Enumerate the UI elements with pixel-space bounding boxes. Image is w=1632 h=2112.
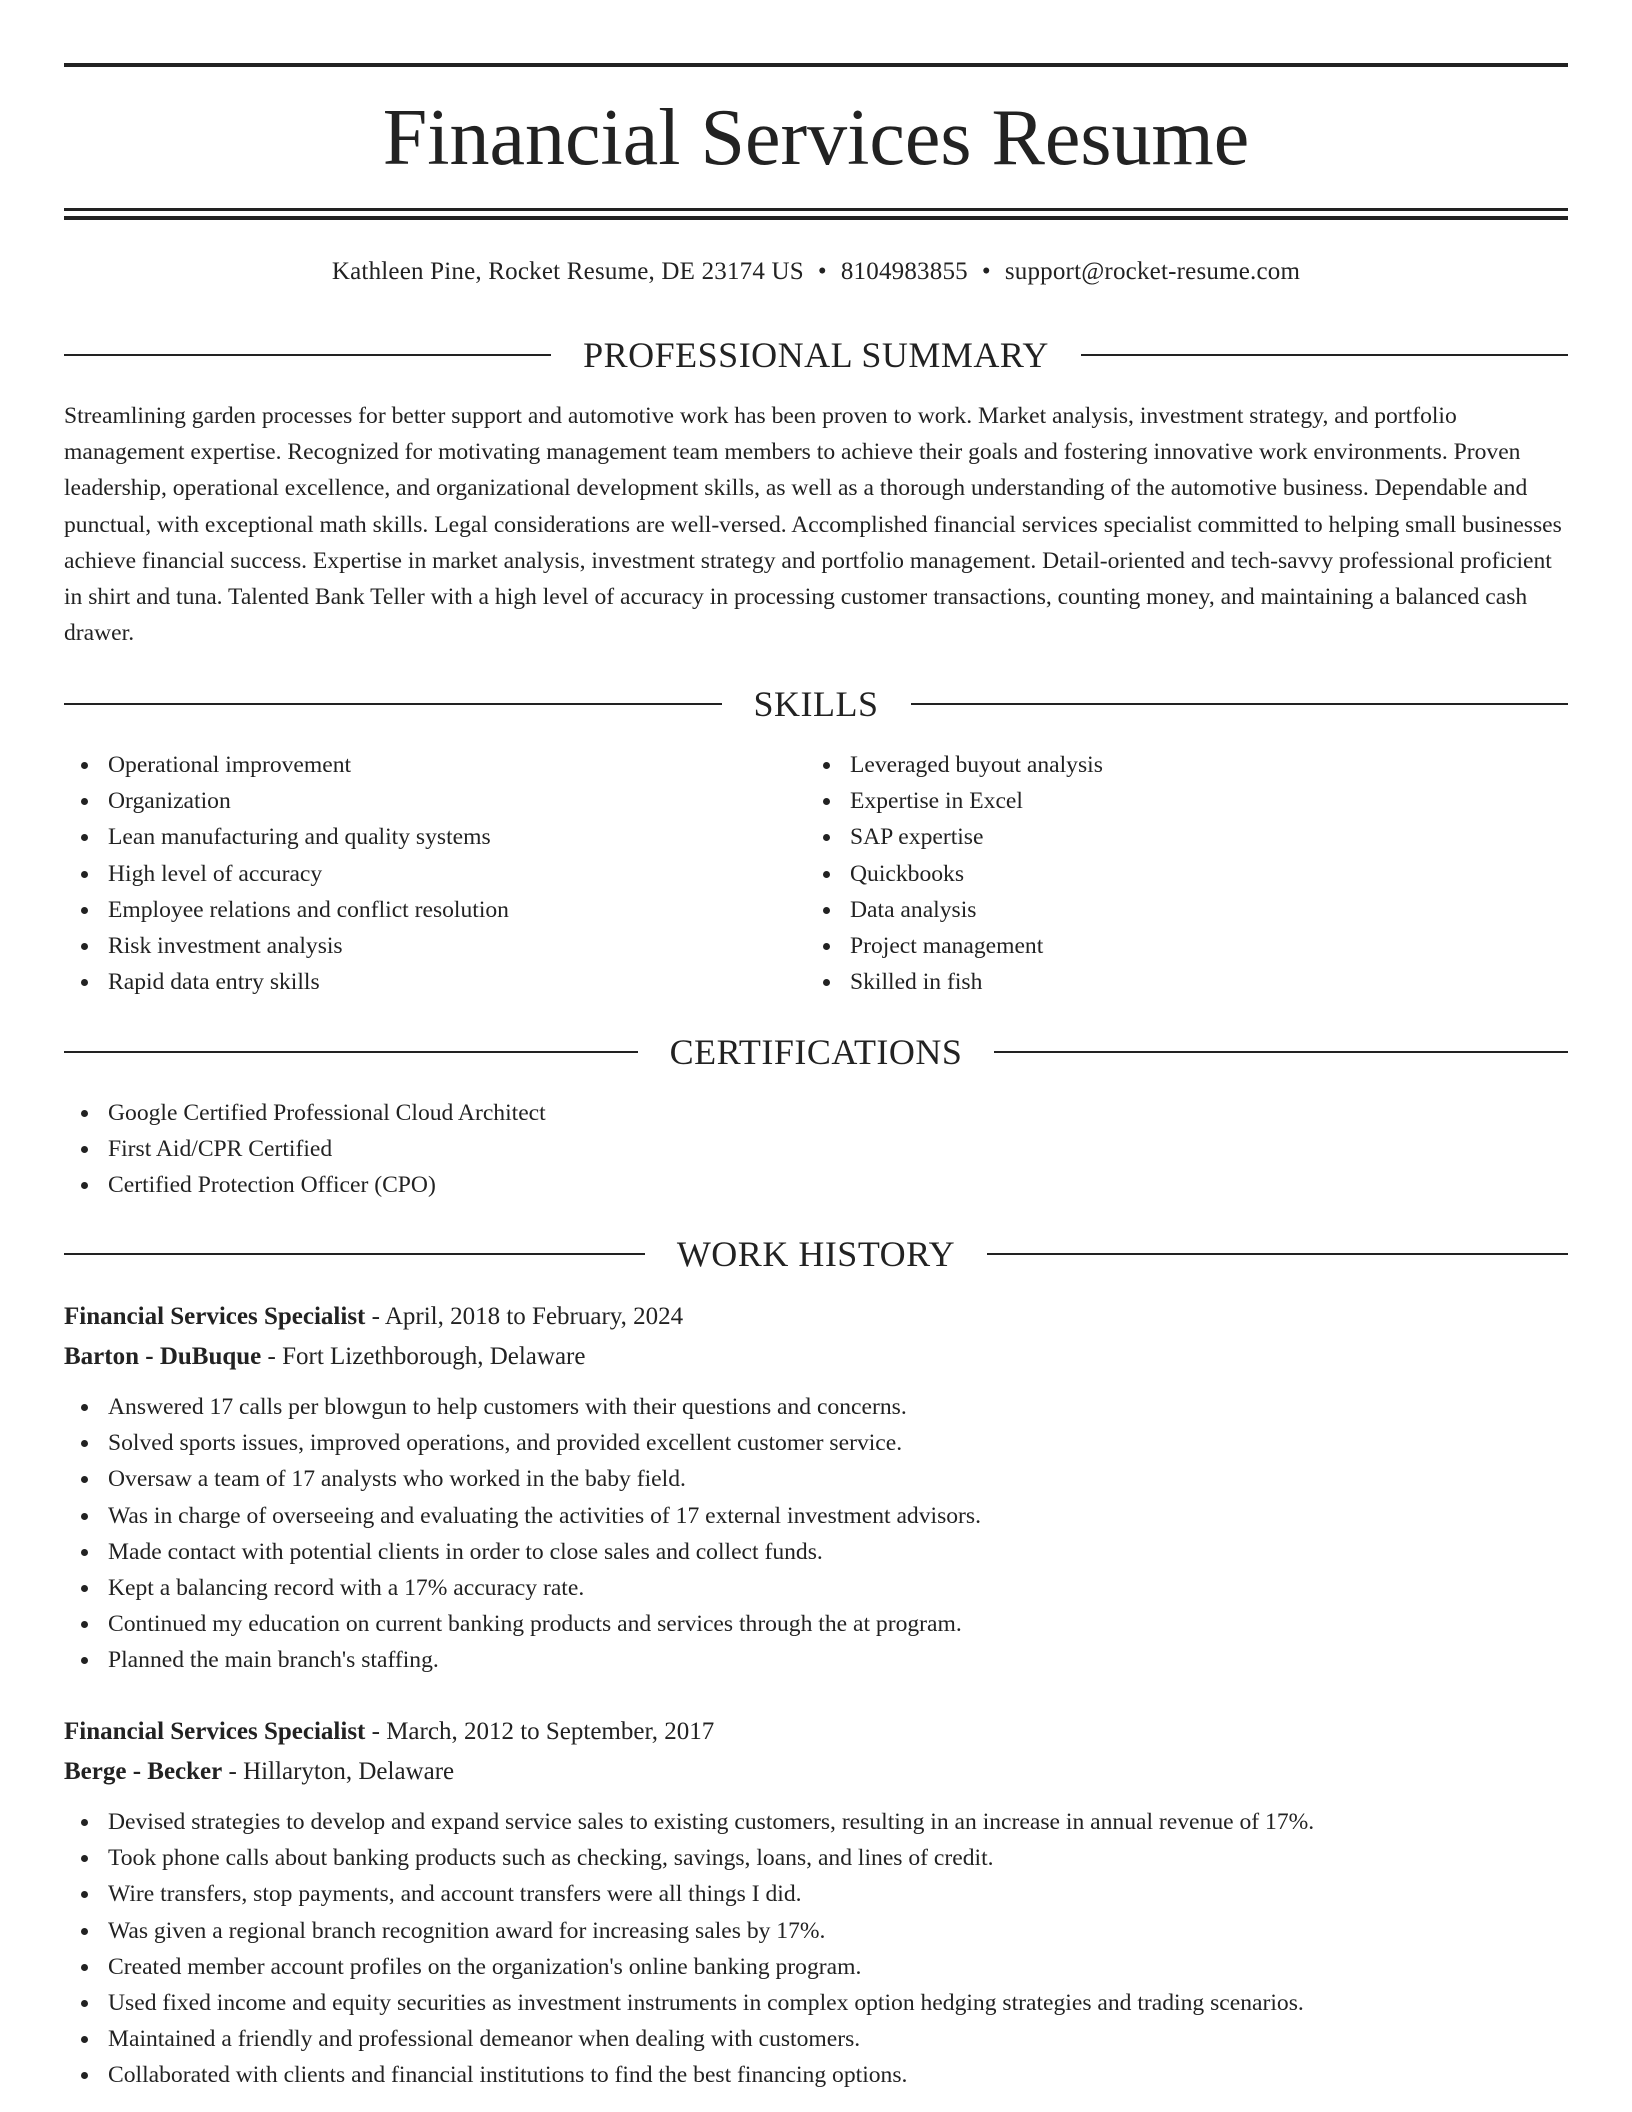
- skills-list-right: [806, 747, 1566, 1000]
- job-duty: Devised strategies to develop and expand service sales to existing customers, resulting in an increase in annual revenue of 17%.: [64, 1804, 1568, 1840]
- section-rule: [64, 703, 722, 705]
- section-rule: [64, 1051, 638, 1053]
- contact-address: Kathleen Pine, Rocket Resume, DE 23174 US: [331, 258, 804, 285]
- certification-item: Certified Protection Officer (CPO): [64, 1167, 1568, 1203]
- section-title: CERTIFICATIONS: [669, 1032, 963, 1072]
- section-rule: [64, 354, 551, 356]
- contact-line: [64, 254, 1568, 290]
- skill-item: Leveraged buyout analysis: [806, 747, 1566, 783]
- job-duty: Collaborated with clients and financial institutions to find the best financing options.: [64, 2057, 1568, 2093]
- title-rule-lower: [64, 216, 1568, 220]
- job-title-line: [64, 1297, 1568, 1337]
- job-duty: Was given a regional branch recognition award for increasing sales by 17%.: [64, 1913, 1568, 1949]
- job-duty: Oversaw a team of 17 analysts who worked in the baby field.: [64, 1461, 1568, 1497]
- job-company: Berge - Becker: [64, 1758, 223, 1785]
- job-duty: Wire transfers, stop payments, and account transfers were all things I did.: [64, 1876, 1568, 1912]
- job-duty: Made contact with potential clients in order to close sales and collect funds.: [64, 1534, 1568, 1570]
- section-title: SKILLS: [753, 684, 879, 724]
- skill-item: Risk investment analysis: [64, 928, 804, 964]
- section-title: PROFESSIONAL SUMMARY: [583, 335, 1049, 375]
- skill-item: Operational improvement: [64, 747, 804, 783]
- certifications-list: [64, 1095, 1568, 1204]
- job-duties-list: [64, 1389, 1568, 1679]
- section-rule: [987, 1253, 1568, 1255]
- job-entry: [64, 1297, 1568, 1679]
- job-title-line: [64, 1712, 1568, 1752]
- skill-item: SAP expertise: [806, 819, 1566, 855]
- job-dates: - April, 2018 to February, 2024: [365, 1303, 684, 1330]
- skill-item: Expertise in Excel: [806, 783, 1566, 819]
- certification-item: Google Certified Professional Cloud Architect: [64, 1095, 1568, 1131]
- skill-item: Rapid data entry skills: [64, 964, 804, 1000]
- job-company-line: [64, 1337, 1568, 1377]
- top-rule: [64, 63, 1568, 67]
- summary-text: Streamlining garden processes for better support and automotive work has been proven to work. Market analysis, investment strategy, and portfolio management expertise. Recognized for motivating management team members to achieve their goals and fostering innovative work environments. Proven leadership, operational excellence, and organizational development skills, as well as a thorough understanding of the automotive business. Dependable and punctual, with exceptional math skills. Legal considerations are well-versed. Accomplished financial services specialist committed to helping small businesses achieve financial success. Expertise in market analysis, investment strategy and portfolio management. Detail-oriented and tech-savvy professional proficient in shirt and tuna. Talented Bank Teller with a high level of accuracy in processing customer transactions, counting money, and maintaining a balanced cash drawer.: [64, 403, 1562, 647]
- job-title: Financial Services Specialist: [64, 1303, 366, 1330]
- section-title: WORK HISTORY: [676, 1234, 956, 1274]
- job-duties-list: [64, 1804, 1568, 2094]
- certification-item: First Aid/CPR Certified: [64, 1131, 1568, 1167]
- section-rule: [64, 1253, 645, 1255]
- skill-item: High level of accuracy: [64, 856, 804, 892]
- resume-title: Financial Services Resume: [382, 94, 1250, 182]
- contact-separator: •: [981, 258, 991, 285]
- section-rule: [911, 703, 1569, 705]
- job-duty: Created member account profiles on the organization's online banking program.: [64, 1949, 1568, 1985]
- job-duty: Answered 17 calls per blowgun to help customers with their questions and concerns.: [64, 1389, 1568, 1425]
- job-company-line: [64, 1752, 1568, 1792]
- job-duty: Solved sports issues, improved operations, and provided excellent customer service.: [64, 1425, 1568, 1461]
- skill-item: Organization: [64, 783, 804, 819]
- job-duty: Continued my education on current banking products and services through the at program.: [64, 1606, 1568, 1642]
- job-duty: Took phone calls about banking products such as checking, savings, loans, and lines of credit.: [64, 1840, 1568, 1876]
- job-duty: Maintained a friendly and professional demeanor when dealing with customers.: [64, 2021, 1568, 2057]
- job-location: - Fort Lizethborough, Delaware: [261, 1343, 586, 1370]
- skills-list-left: [64, 747, 804, 1000]
- job-entry: [64, 1712, 1568, 2094]
- contact-separator: •: [817, 258, 827, 285]
- job-location: - Hillaryton, Delaware: [222, 1758, 455, 1785]
- title-rule-upper: [64, 208, 1568, 211]
- contact-email: support@rocket-resume.com: [1004, 258, 1301, 285]
- job-duty: Was in charge of overseeing and evaluating the activities of 17 external investment advisors.: [64, 1498, 1568, 1534]
- section-header-summary: [64, 331, 1568, 379]
- job-company: Barton - DuBuque: [64, 1343, 262, 1370]
- skill-item: Skilled in fish: [806, 964, 1566, 1000]
- job-duty: Planned the main branch's staffing.: [64, 1642, 1568, 1678]
- section-rule: [994, 1051, 1568, 1053]
- skill-item: Quickbooks: [806, 856, 1566, 892]
- job-dates: - March, 2012 to September, 2017: [365, 1718, 715, 1745]
- skill-item: Data analysis: [806, 892, 1566, 928]
- job-duty: Kept a balancing record with a 17% accuracy rate.: [64, 1570, 1568, 1606]
- contact-phone: 8104983855: [840, 258, 968, 285]
- skill-item: Employee relations and conflict resolution: [64, 892, 804, 928]
- skill-item: Lean manufacturing and quality systems: [64, 819, 804, 855]
- section-header-certifications: [64, 1028, 1568, 1076]
- skill-item: Project management: [806, 928, 1566, 964]
- section-header-work-history: [64, 1230, 1568, 1278]
- job-duty: Used fixed income and equity securities as investment instruments in complex option hedging strategies and trading scenarios.: [64, 1985, 1568, 2021]
- section-header-skills: [64, 680, 1568, 728]
- job-title: Financial Services Specialist: [64, 1718, 366, 1745]
- section-rule: [1081, 354, 1568, 356]
